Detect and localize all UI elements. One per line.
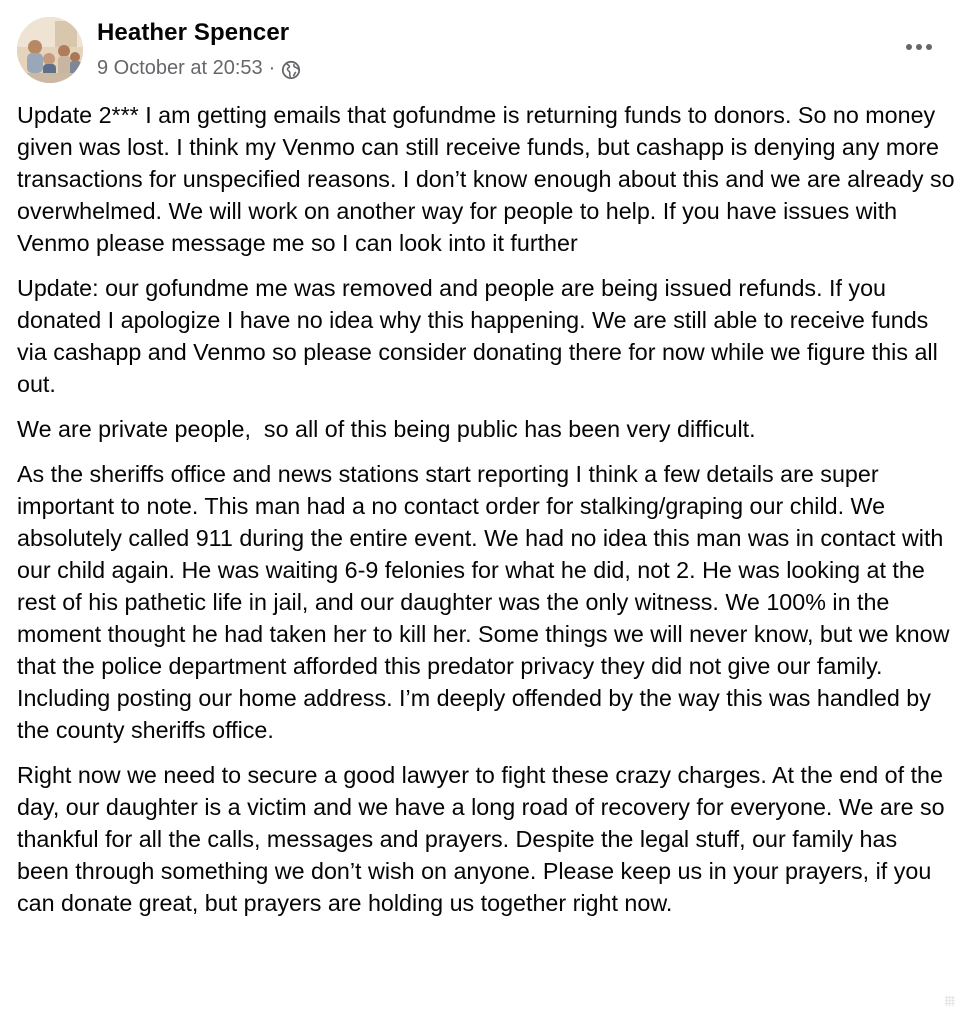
author-name[interactable]: Heather Spencer: [97, 19, 290, 46]
post-paragraph: Update 2*** I am getting emails that gofundme is returning funds to donors. So no money given was lost. I think my Venmo can still receive funds, but cashapp is denying any more transactions for unspecified reasons. I don’t know enough about this and we are already so overwhelmed. We will work on another way for people to help. If you have issues with Venmo please message me so I can look into it further: [17, 102, 962, 256]
post-meta: [97, 57, 301, 80]
more-horizontal-icon: [906, 44, 912, 50]
avatar-photo: [17, 17, 83, 83]
post-paragraph: Update: our gofundme me was removed and people are being issued refunds. If you donated I apologize I have no idea why this happening. We are still able to receive funds via cashapp and Venmo so please consider donating there for now while we figure this all out.: [17, 275, 945, 397]
globe-icon[interactable]: [281, 60, 301, 80]
post-paragraph: We are private people, so all of this being public has been very difficult.: [17, 416, 756, 442]
post-paragraph: As the sheriffs office and news stations start reporting I think a few details are super important to note. This man had a no contact order for stalking/graping our child. We absolutely called 911 during the entire event. We had no idea this man was in contact with our child again. He was waiting 6-9 felonies for what he did, not 2. He was looking at the rest of his pathetic life in jail, and our daughter was the only witness. We 100% in the moment thought he had taken her to kill her. Some things we will never know, but we know that the police department afforded this predator privacy they did not give our family. Including posting our home address. I’m deeply offended by the way this was handled by the county sheriffs office.: [17, 461, 956, 743]
meta-separator: ·: [268, 57, 276, 79]
resize-grip-icon: [945, 996, 955, 1006]
post-body: [17, 99, 962, 919]
post-timestamp[interactable]: 9 October at 20:53: [97, 57, 263, 79]
more-options-button[interactable]: [901, 35, 937, 59]
author-avatar[interactable]: [17, 17, 83, 83]
post-header: [17, 17, 947, 87]
post-paragraph: Right now we need to secure a good lawyer to fight these crazy charges. At the end of the day, our daughter is a victim and we have a long road of recovery for everyone. We are so thankful for all the calls, messages and prayers. Despite the legal stuff, our family has been through something we don’t wish on anyone. Please keep us in your prayers, if you can donate great, but prayers are holding us together right now.: [17, 762, 952, 916]
